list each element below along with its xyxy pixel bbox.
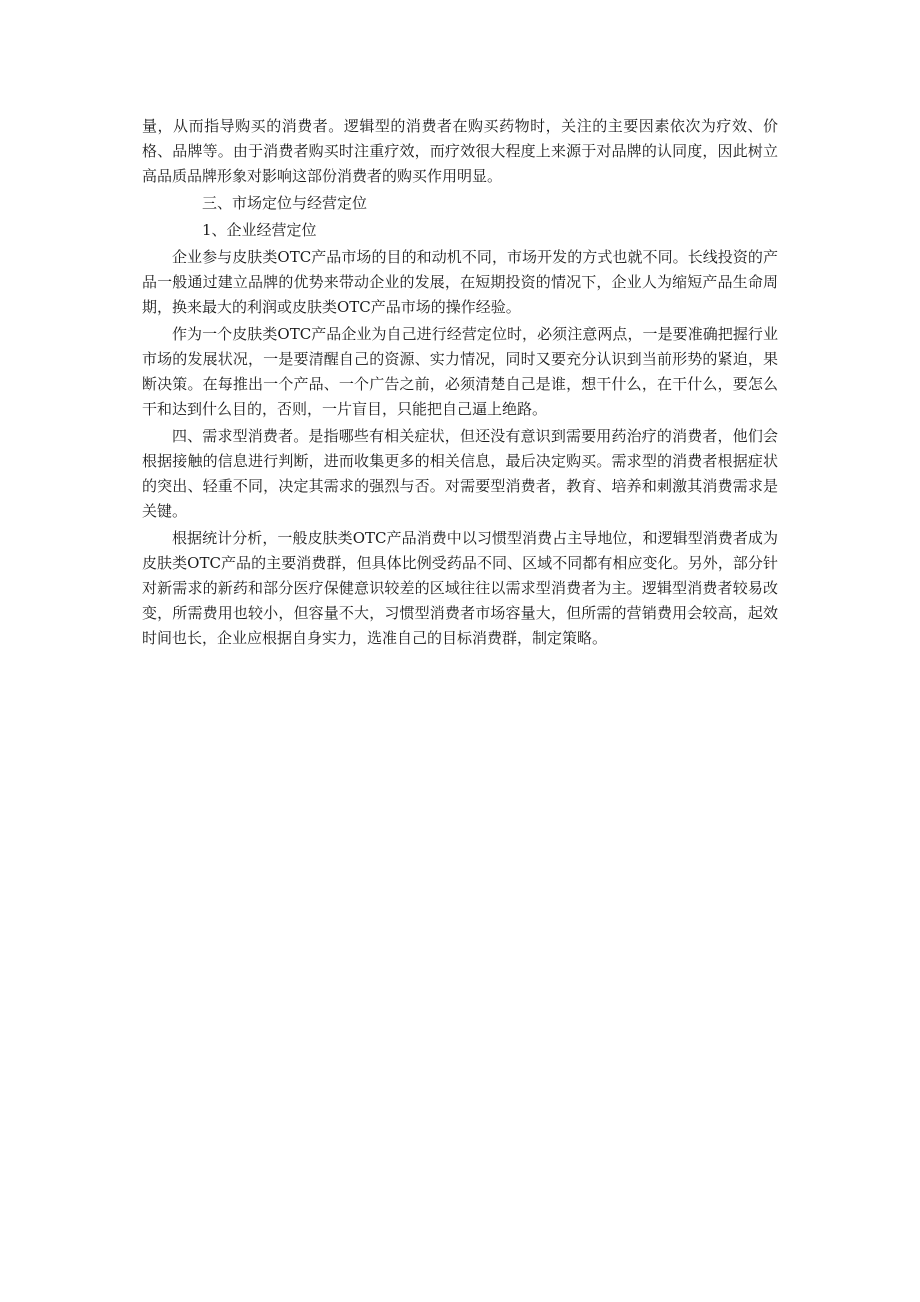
paragraph-continued: 量，从而指导购买的消费者。逻辑型的消费者在购买药物时，关注的主要因素依次为疗效、价格、品牌等。由于消费者购买时注重疗效，而疗效很大程度上来源于对品牌的认同度，因此树立高品质品牌形象对影响这部份消费者的购买作用明显。 — [142, 117, 778, 185]
document-body — [142, 114, 778, 653]
paragraph: 根据统计分析，一般皮肤类OTC产品消费中以习惯型消费占主导地位，和逻辑型消费者成为皮肤类OTC产品的主要消费群，但具体比例受药品不同、区域不同都有相应变化。另外，部分针对新需求的新药和部分医疗保健意识较差的区域往往以需求型消费者为主。逻辑型消费者较易改变，所需费用也较小，但容量不大，习惯型消费者市场容量大，但所需的营销费用会较高，起效时间也长，企业应根据自身实力，选准自己的目标消费群，制定策略。 — [142, 529, 778, 647]
section-heading: 三、市场定位与经营定位 — [202, 194, 368, 212]
paragraph: 四、需求型消费者。是指哪些有相关症状，但还没有意识到需要用药治疗的消费者，他们会根据接触的信息进行判断，进而收集更多的相关信息，最后决定购买。需求型的消费者根据症状的突出、轻重不同，决定其需求的强烈与否。对需要型消费者，教育、培养和刺激其消费需求是关键。 — [142, 427, 778, 520]
paragraph: 企业参与皮肤类OTC产品市场的目的和动机不同，市场开发的方式也就不同。长线投资的产品一般通过建立品牌的优势来带动企业的发展，在短期投资的情况下，企业人为缩短产品生命周期，换来最大的利润或皮肤类OTC产品市场的操作经验。 — [142, 248, 778, 316]
subsection-heading: 1、企业经营定位 — [202, 221, 317, 239]
paragraph: 作为一个皮肤类OTC产品企业为自己进行经营定位时，必须注意两点，一是要准确把握行业市场的发展状况，一是要清醒自己的资源、实力情况，同时又要充分认识到当前形势的紧迫，果断决策。在每推出一个产品、一个广告之前，必须清楚自己是谁，想干什么，在干什么，要怎么干和达到什么目的，否则，一片盲目，只能把自己逼上绝路。 — [142, 325, 778, 418]
